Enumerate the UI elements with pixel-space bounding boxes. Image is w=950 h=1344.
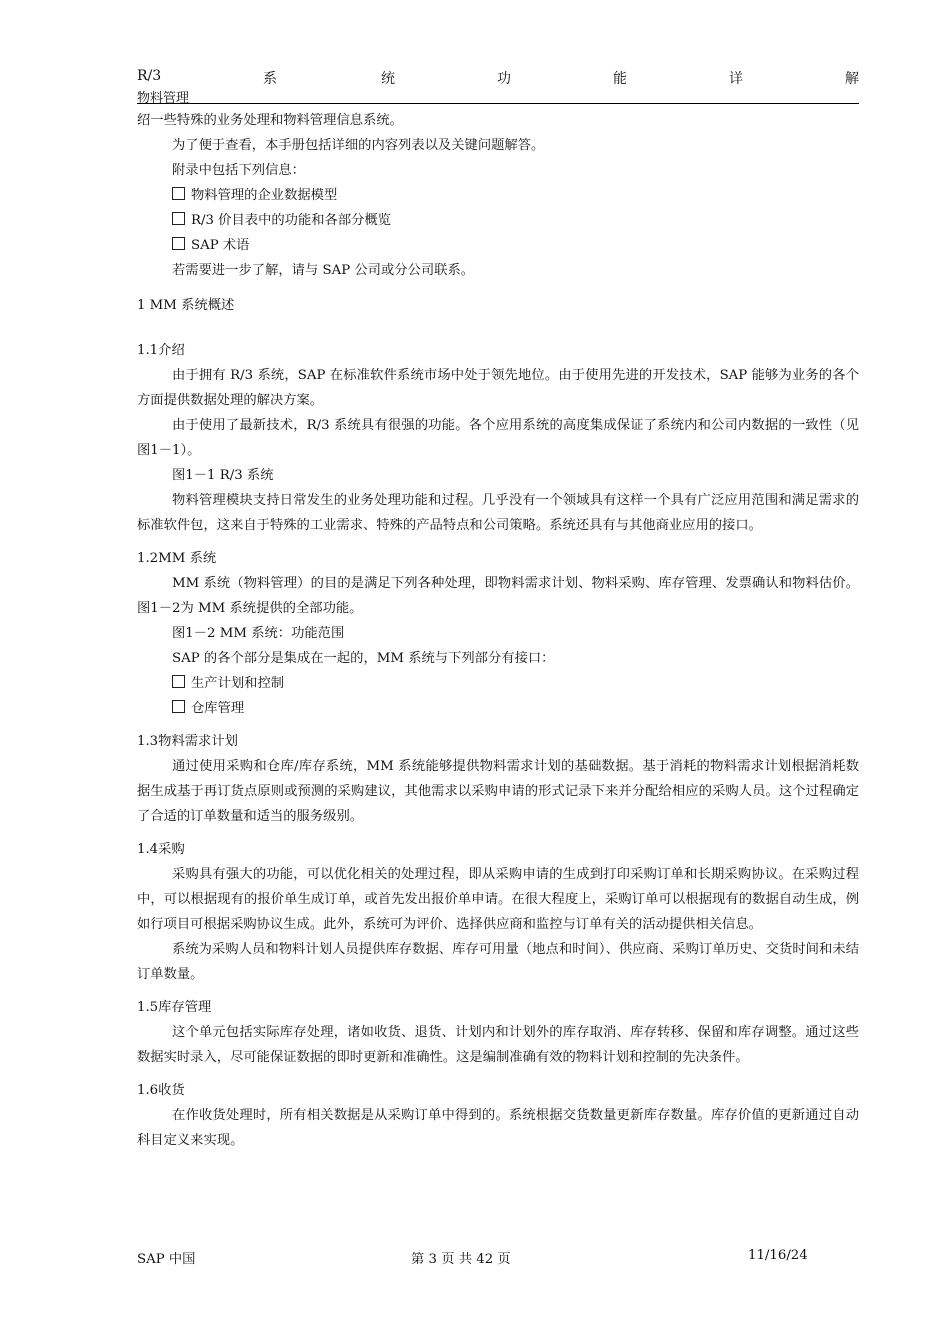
footer-company: SAP 中国 xyxy=(137,1252,196,1267)
checkbox-bullet-icon xyxy=(172,187,185,200)
intro-line: 若需要进一步了解，请与 SAP 公司或分公司联系。 xyxy=(172,263,475,278)
section-title: 1.5库存管理 xyxy=(137,1000,212,1015)
header-char: 功 xyxy=(497,71,511,87)
section-title: 1.1介绍 xyxy=(137,343,185,358)
paragraph: 物料管理模块支持日常发生的业务处理功能和过程。几乎没有一个领域具有这样一个具有广泛应用范围和满足需求的标准软件包，这来自于特殊的工业需求、特殊的产品特点和公司策略。系统还具有与其他商业应用的接口。 xyxy=(137,493,859,533)
paragraph: 由于拥有 R/3 系统，SAP 在标准软件系统市场中处于领先地位。由于使用先进的开发技术，SAP 能够为业务的各个方面提供数据处理的解决方案。 xyxy=(137,368,859,408)
section-title: 1.3物料需求计划 xyxy=(137,734,238,749)
chapter-title: 1 MM 系统概述 xyxy=(137,298,235,313)
paragraph: 在作收货处理时，所有相关数据是从采购订单中得到的。系统根据交货数量更新库存数量。库存价值的更新通过自动科目定义来实现。 xyxy=(137,1108,859,1148)
figure-caption: 图1－2 MM 系统：功能范围 xyxy=(172,626,345,641)
paragraph: MM 系统（物料管理）的目的是满足下列各种处理，即物料需求计划、物料采购、库存管理、发票确认和物料估价。图1－2为 MM 系统提供的全部功能。 xyxy=(137,576,859,616)
section-title: 1.2MM 系统 xyxy=(137,551,217,566)
header-char: 详 xyxy=(729,71,743,87)
paragraph: 通过使用采购和仓库/库存系统，MM 系统能够提供物料需求计划的基础数据。基于消耗的物料需求计划根据消耗数据生成基于再订货点原则或预测的采购建议，其他需求以采购申请的形式记录下来并分配给相应的采购人员。这个过程确定了合适的订单数量和适当的服务级别。 xyxy=(137,759,859,824)
list-item: SAP 术语 xyxy=(137,233,859,258)
checkbox-bullet-icon xyxy=(172,212,185,225)
list-item: 生产计划和控制 xyxy=(137,671,859,696)
paragraph: 系统为采购人员和物料计划人员提供库存数据、库存可用量（地点和时间）、供应商、采购订单历史、交货时间和未结订单数量。 xyxy=(137,942,859,982)
intro-line: 绍一些特殊的业务处理和物料管理信息系统。 xyxy=(137,113,403,128)
paragraph: SAP 的各个部分是集成在一起的，MM 系统与下列部分有接口： xyxy=(172,651,555,666)
header-r3: R/3 xyxy=(137,68,162,84)
checkbox-bullet-icon xyxy=(172,675,185,688)
paragraph: 由于使用了最新技术，R/3 系统具有很强的功能。各个应用系统的高度集成保证了系统内和公司内数据的一致性（见图1－1）。 xyxy=(137,418,859,458)
figure-caption: 图1－1 R/3 系统 xyxy=(172,468,274,483)
footer-date: 11/16/24 xyxy=(748,1248,808,1263)
running-header xyxy=(137,68,859,88)
section-title: 1.6收货 xyxy=(137,1083,185,1098)
intro-line: 附录中包括下列信息： xyxy=(172,163,305,178)
document-body xyxy=(137,108,859,1153)
header-char: 统 xyxy=(381,71,395,87)
section-title: 1.4采购 xyxy=(137,842,185,857)
intro-line: 为了便于查看，本手册包括详细的内容列表以及关键问题解答。 xyxy=(172,138,545,153)
header-rule xyxy=(137,103,859,104)
list-item: 物料管理的企业数据模型 xyxy=(137,183,859,208)
paragraph: 采购具有强大的功能，可以优化相关的处理过程，即从采购申请的生成到打印采购订单和长期采购协议。在采购过程中，可以根据现有的报价单生成订单，或首先发出报价单申请。在很大程度上，采购订单可以根据现有的数据自动生成，例如行项目可根据采购协议生成。此外，系统可为评价、选择供应商和监控与订单有关的活动提供相关信息。 xyxy=(137,867,859,932)
list-item: 仓库管理 xyxy=(137,696,859,721)
header-char: 系 xyxy=(263,71,277,87)
footer-page-number: 第 3 页 共 42 页 xyxy=(411,1252,511,1267)
paragraph: 这个单元包括实际库存处理，诸如收货、退货、计划内和计划外的库存取消、库存转移、保留和库存调整。通过这些数据实时录入，尽可能保证数据的即时更新和准确性。这是编制准确有效的物料计划和控制的先决条件。 xyxy=(137,1025,859,1065)
header-subtitle: 物料管理 xyxy=(137,91,190,106)
header-char: 能 xyxy=(613,71,627,87)
list-item: R/3 价目表中的功能和各部分概览 xyxy=(137,208,859,233)
checkbox-bullet-icon xyxy=(172,700,185,713)
checkbox-bullet-icon xyxy=(172,237,185,250)
header-char: 解 xyxy=(845,71,859,87)
